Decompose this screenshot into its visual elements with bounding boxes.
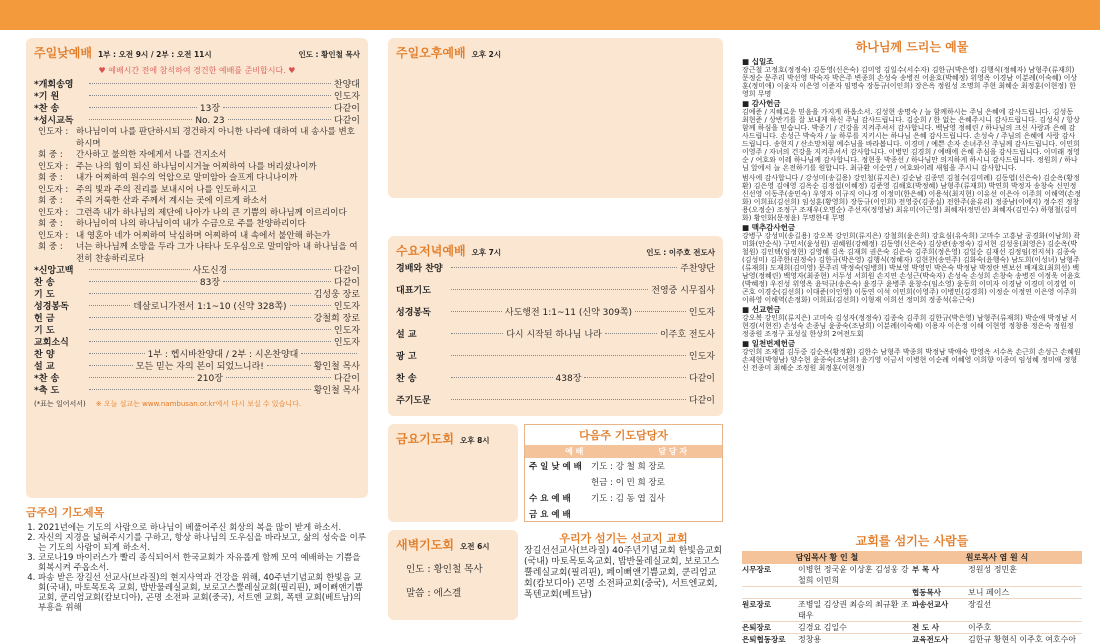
duty-service: 금 요 예 배 [529, 510, 571, 520]
duty-header-person: 담 당 자 [658, 447, 688, 456]
wednesday-leader: 인도 : 이주호 전도사 [646, 248, 715, 257]
offering-section [742, 224, 1082, 304]
reading-line [34, 231, 360, 243]
reading-speaker: 회 중 : [38, 173, 63, 183]
duty-person: 기도 : 김 동 엽 집사 [591, 494, 665, 504]
staff-role: 원로장로 [742, 600, 771, 609]
order-label: 주기도문 [396, 396, 431, 406]
order-row [396, 283, 715, 305]
order-person: 다같이 [688, 396, 715, 406]
staff-names2: 정원성 정민훈 [968, 565, 1017, 574]
friday-time: 오후 8시 [459, 436, 490, 445]
order-label: 찬 송 [34, 278, 55, 288]
order-row [396, 261, 715, 283]
dawn-leader: 인도 : 황인철 목사 [406, 564, 483, 575]
order-detail: 사도신경 [192, 266, 228, 276]
offering-section [742, 58, 1082, 98]
order-person: 인도자 [333, 92, 360, 102]
order-detail: 모든 믿는 자의 본이 되었느니라! [135, 362, 264, 372]
order-label: 광 고 [396, 352, 417, 362]
offering-section [742, 100, 1082, 172]
web-note: ※ 오늘 설교는 www.nambusan.or.kr에서 다시 보실 수 있습니다. [95, 400, 302, 408]
stand-note: (*표는 일어서서) [34, 400, 86, 408]
order-row [34, 277, 360, 289]
offering-heading: ■ 맥추감사헌금 [742, 223, 796, 232]
order-row [396, 371, 715, 393]
staff-row [742, 622, 1082, 634]
duty-row [525, 458, 722, 474]
order-detail: 사도행전 1:1~11 (신약 309쪽) [504, 308, 633, 318]
reading-text: 하나님이여 나의 하나님이여 내가 수금으로 주를 찬양하리이다 [76, 219, 306, 229]
sunday-service-box [26, 38, 368, 498]
duty-person: 헌금 : 이 민 희 장로 [591, 478, 665, 488]
order-detail: 210장 [197, 374, 223, 384]
afternoon-time: 오후 2시 [471, 50, 502, 59]
order-person: 인도자 [688, 352, 715, 362]
staff-role2: 협동목사 [912, 588, 941, 597]
serve-title: 교회를 섬기는 사람들 [855, 534, 969, 548]
order-label: 헌 금 [34, 314, 55, 324]
wednesday-service-box [388, 236, 723, 416]
reading-line [34, 127, 360, 150]
reading-line [34, 162, 360, 174]
offering-section [742, 306, 1082, 338]
mission-text: 장길선선교사(브라질) 40주년기념교회 한빛음교회(국내) 마토목토옥교회, 밥반물레실교회, 보로고스뿔레실교회(필리핀), 페이뻐앤기쁨교회, 쿤리엄교회(캄보디아) 곤명 소전파교회(중국), 서트엔교회, 폭텐교회(베트남) [524, 546, 723, 600]
wednesday-title: 수요저녁예배 [396, 244, 466, 258]
duty-row [525, 490, 722, 506]
reading-speaker: 인도자 : [38, 127, 69, 137]
prayer-item: 4. 파송 받은 장길선 선교사(브라질)의 현지사역과 건강을 위해, 40주년기념교회 한빛음 교회(국내), 마토목토옥 교회, 밥반물레실교회, 보로고스뿔레실교회(필리핀), 페이뻐앤기쁨교회, 쿤리엄교회(캄보디아), 곤명 소전파 교회(중국), 서트엔 교회, 폭텐 교회(베트남)의 부흥을 위해 [38, 573, 368, 613]
worship-notice: ♥ 예배시간 전에 참석하여 경건한 예배를 준비합시다. ♥ [98, 66, 296, 75]
prayer-duty-table [524, 424, 723, 522]
reading-speaker: 회 중 : [38, 219, 63, 229]
duty-service: 주 일 낮 예 배 [529, 462, 582, 472]
order-row [34, 79, 360, 91]
order-detail: 83장 [199, 278, 221, 288]
reading-line [34, 185, 360, 197]
order-label: 설 교 [34, 362, 55, 372]
order-row [34, 337, 360, 349]
staff-names: 이병헌 정국윤 이상훈 김성웅 강철희 이민희 [798, 565, 909, 585]
afternoon-title: 주일오후예배 [396, 46, 466, 60]
responsive-reading [34, 127, 360, 265]
order-detail: No. 23 [195, 116, 225, 126]
order-label: 대표기도 [396, 286, 431, 296]
mission-title: 우리가 섬기는 선교지 교회 [559, 532, 688, 545]
order-detail: 438장 [555, 374, 582, 384]
order-label: *기 원 [34, 92, 60, 102]
staff-names2: 이주호 [968, 623, 992, 632]
staff-names2: 장길선 [968, 600, 992, 609]
duty-service: 수 요 예 배 [529, 494, 571, 504]
reading-text: 간사하고 불의한 자에게서 나를 건지소서 [76, 150, 227, 160]
order-person: 김성웅 장로 [313, 290, 360, 300]
order-person: 인도자 [333, 302, 361, 312]
sunday-times: 1부 : 오전 9시 / 2부 : 오전 11시 [97, 50, 212, 59]
order-row [396, 393, 715, 415]
order-label: *찬 송 [34, 374, 60, 384]
order-row [396, 327, 715, 349]
offering-names: 김예준 / 지혜로운 믿음을 가지게 하옵소서. 김성현 송명숙 / 늘 함께하시는 주님 은혜에 감사드립니다. 김성동 최현준 / 상반기를 잘 보내게 하신 주님 감사드립니다. 김순희 / 한 없는 은혜주시니 감사드립니다. 김성식 / 항상 함께 하심을 믿습니다. 박종기 / 건강을 지켜주셔서 감사합니다. 백남영 정혜린 / 하나님의 크신 사랑과 은혜 감사드립니다. 손성근 박숙자 / 늘 하루를 지키시는 하나님 은혜 감사드립니다. 손성숙 / 주님의 은혜에 사랑 감사드립니다. 송현지 / 산소망처럼 예수님을 바라봅니다. 이경미 / 예쁜 손자 손녀주신 주님께 감사드립니다. 이민희 이영주 / 자녀의 건강을 지켜주셔서 감사합니다. 이병민 김경희 / 예배에 은혜 주심을 감사드립니다. 이미래 정영순 / 여호와 이레 하나님께 감사합니다. 정현웅 박종선 / 하나님만 의지하게 하시니 감사드립니다. 정원희 / 하나님 앞에서 늘 온전하기를 원합니다. 최규환 이순연 / 여호와이레 새힘을 주시니 감사합니다. [742, 108, 1080, 172]
reading-text: 내 영혼아 네가 어찌하여 낙심하며 어찌하여 내 속에서 불안해 하는가 [76, 230, 331, 241]
prayer-title: 금주의 기도제목 [26, 506, 105, 519]
order-row [34, 361, 360, 373]
order-row [34, 115, 360, 127]
staff-names2: 김한규 황현식 이주호 여호수아 [968, 635, 1077, 644]
emeritus-pastor: 원로목사 염 원 식 [965, 553, 1029, 562]
staff-names2: 보니 페이스 [968, 588, 1010, 597]
order-person: 이주호 전도사 [659, 330, 715, 340]
offering-names: 범사에 감사합니다 / 강성미(송길용) 강인철(류지은) 김순남 김종민 김철수(김미례) 김동엽(신은숙) 김순옥(황정환) 김은영 김애영 김옥순 김정섭(이혜정) 김준영 김해호(박정혜) 남형주(류재희) 박연희 박정자 송창숙 신민정 신선영 이동주(송민숙) 우영자 이규직 이나경 이정미(한은혜) 이용석(최지현) 이유선 이은아 이주희 이해역(손정화) 이희표(김선희) 임성훈(황영희) 장동규(이인희) 전영중(김종실) 전한주(윤유리) 정종남(이예지) 정수진 정창용(오정순) 조정구 조재우(오명순) 주선자(정영남) 최유미(이근영) 최혜자(정민선) 최혜자(김민수) 하형철(김미화) 황인화(문정윤) 무명한대 무명 [742, 174, 1081, 222]
staff-role2: 파송선교사 [912, 600, 949, 609]
senior-pastor: 담임목사 황 인 철 [795, 553, 859, 562]
order-label: 성경봉독 [34, 302, 69, 312]
dawn-title: 새벽기도회 [396, 538, 454, 552]
order-row [34, 301, 360, 313]
order-detail: 1부 : 헵시바찬양대 / 2부 : 시온찬양대 [147, 350, 299, 360]
order-label: *찬 송 [34, 104, 60, 114]
order-label: 경배와 찬양 [396, 264, 443, 274]
reading-line [34, 219, 360, 231]
order-person: 인도자 [333, 326, 360, 336]
staff-names: 정창용 [798, 635, 822, 644]
offering-names: 강병구 강성미(송길용) 강오복 강인희(류지은) 강철희(윤은희) 강효심(유숙희) 고마수 고흥남 공경화(이남희) 곽미화(안순식) 구민서(윤성원) 권혜원(강혜정) 김동영(신은숙) 김상관(송정숙) 김서현 김성웅(최영은) 김순옥(박철원) 김인택(임정현) 김영혜 김옥 김재희 권은숙 김은숙 김주희(정은영) 김일순 김재선 김정임(전지석) 김종숙(김성미) 김주한(권정숙) 김한규(박은영) 김행식(정혜자) 김현찬(송연주) 김화숙(윤행숙) 남도희(이성녀) 남형주(류재희) 도재희(김미영) 문주리 박정숙(임병희) 박보영 박영민 박은숙 박정남 박정란 변보선 배재호(최희선) 백남영(정혜린) 백영자(최종현) 서두성 서희원 손지연 손성근(박숙자) 손성숙 손성희 손창숙 송병진 이정욱 어윤호(박혜정) 우진성 위영옥 윤덕규(송은숙) 윤경구 윤병주 윤창수(임소영) 윤동희 이미자 이경남 이경미 이경엽 이곤호 이경순(김선희) 이대준(이인영) 이동연 이석 이민희(이영주) 이병민(김경희) 이정순 이정연 이은영 이주희 이하영 이해역(손정화) 이희표(김선희) 이형재 이희선 정미희 정종석(유근숙) [742, 232, 1081, 304]
reading-text: 주는 나의 힘이 되신 하나님이시거늘 어찌하여 나를 버리셨나이까 [76, 161, 317, 172]
dawn-prayer-box [388, 530, 518, 620]
friday-prayer-box [388, 424, 518, 522]
reading-text: 그런즉 내가 하나님의 제단에 나아가 나의 큰 기쁨의 하나님께 이르리이다 [76, 207, 347, 218]
order-label: *신앙고백 [34, 266, 74, 276]
order-row [34, 103, 360, 115]
order-label: *개회송영 [34, 80, 74, 90]
prayer-topics [26, 504, 368, 613]
order-detail: 다시 시작된 하나님 나라 [506, 330, 602, 340]
order-person: 황인철 목사 [313, 386, 360, 396]
order-person: 인도자 [333, 338, 360, 348]
reading-line [34, 242, 360, 265]
duty-row [525, 474, 722, 490]
staff-row [742, 634, 1082, 644]
order-row [34, 385, 360, 397]
reading-text: 내가 어찌하여 원수의 억압으로 말미암아 슬프게 다니나이까 [76, 173, 298, 183]
dawn-word: 말씀 : 에스겔 [406, 588, 462, 599]
order-row [34, 373, 360, 385]
order-person: 다같이 [333, 374, 360, 384]
church-staff-table [742, 551, 1082, 644]
reading-speaker: 인도자 : [38, 161, 69, 172]
order-row [396, 305, 715, 327]
offering-names: 강인희 조재열 김두중 김순옥(황정환) 김한수 남형주 박종희 박정남 박애숙 방영옥 서수옥 손근희 손성근 손혜원 손제현(박형남) 양수현 윤종숙(조남희) 윤기영 이금서 이병현 이순례 이혜영 이희향 이종미 임성혜 정미애 정형신 전종미 최혜순 조정원 최정훈(이현정) [742, 348, 1081, 372]
duty-service [529, 476, 591, 488]
duty-person: 기도 : 강 철 희 장로 [591, 462, 665, 472]
order-person: 인도자 [688, 308, 715, 318]
prayer-item: 1. 2021년에는 기도의 사람으로 하나님이 베풀어주신 회상의 복을 많이 받게 하소서. [38, 523, 368, 533]
offering-heading: ■ 선교헌금 [742, 305, 781, 314]
staff-row [742, 587, 1082, 599]
afternoon-service-box [388, 38, 723, 198]
reading-text: 주의 거룩한 산과 주께서 계시는 곳에 이르게 하소서 [76, 196, 268, 206]
order-person: 찬양대 [333, 80, 360, 90]
offering-heading: ■ 십일조 [742, 58, 774, 66]
duty-title: 다음주 기도담당자 [579, 429, 668, 442]
staff-role: 은퇴협동장로 [742, 635, 786, 644]
staff-names [798, 587, 912, 598]
dawn-time: 오전 6시 [459, 542, 490, 551]
order-person: 강철희 장로 [313, 314, 360, 324]
staff-role: 시무장로 [742, 565, 771, 574]
prayer-item: 3. 코로나19 바이러스가 빨리 종식되어서 한국교회가 자유롭게 함께 모여 예배하는 기쁨을 회복시켜 주옵소서. [38, 553, 368, 573]
sunday-leader: 인도 : 황인철 목사 [298, 50, 360, 59]
sunday-service-column [26, 38, 368, 613]
offering-section [742, 340, 1082, 372]
order-person: 다같이 [688, 374, 715, 384]
reading-text: 주의 빛과 주의 진리를 보내시어 나를 인도하시고 [76, 184, 257, 195]
wednesday-time: 오후 7시 [471, 248, 502, 257]
reading-speaker: 인도자 : [38, 230, 69, 241]
friday-title: 금요기도회 [396, 432, 454, 446]
offerings-title: 하나님께 드리는 예물 [855, 40, 969, 54]
staff-role2: 교육전도사 [912, 635, 949, 644]
order-person: 다같이 [333, 278, 360, 288]
staff-names: 조병일 김상권 최승의 최규환 조태우 [798, 600, 909, 620]
order-row [34, 91, 360, 103]
offering-heading: ■ 일천번제헌금 [742, 339, 796, 348]
order-row [34, 289, 360, 301]
reading-speaker: 회 중 : [38, 242, 63, 252]
reading-line [34, 173, 360, 185]
order-label: 기 도 [34, 326, 55, 336]
order-label: 찬 양 [34, 350, 55, 360]
order-row [34, 265, 360, 277]
duty-header-service: 예 배 [565, 447, 584, 456]
order-label: 찬 송 [396, 374, 417, 384]
order-row [34, 349, 360, 361]
duty-row [525, 506, 722, 522]
prayer-item: 2. 자신의 지경을 넓혀주시기를 구하고, 항상 하나님의 도우심을 바라보고, 삶의 성숙을 이루는 기도의 사람이 되게 하소서. [38, 533, 368, 553]
top-banner [0, 0, 1100, 30]
order-label: 성경봉독 [396, 308, 431, 318]
staff-names: 김경요 김일수 [798, 623, 847, 632]
other-services-column [388, 38, 723, 620]
order-person: 주찬양단 [680, 264, 715, 274]
order-label: *성시교독 [34, 116, 74, 126]
order-label: 설 교 [396, 330, 417, 340]
reading-speaker: 인도자 : [38, 207, 69, 218]
staff-role2: 부 목 사 [912, 565, 939, 574]
order-person: 황인철 목사 [313, 362, 361, 372]
offering-heading: ■ 감사헌금 [742, 99, 781, 108]
staff-row [742, 564, 1082, 587]
sunday-title: 주일낮예배 [34, 46, 92, 60]
offering-names: 강오복 강인희(류지은) 고미숙 김성자(정정숙) 김종숙 김주희 김한규(박은영) 남형주(류재희) 박순애 박정남 서현경(서현진) 손성숙 손종님 윤종숙(조남희) 이분례(이숙혜) 이용자 이은정 이해 이현영 정창용 정은숙 정원정 정종원 조정구 표성실 한상희 2여전도회 [742, 314, 1077, 338]
reading-line [34, 150, 360, 162]
staff-row [742, 599, 1082, 622]
reading-line [34, 196, 360, 208]
reading-speaker: 인도자 : [38, 184, 69, 195]
staff-role [742, 587, 798, 598]
order-row [396, 349, 715, 371]
staff-role: 은퇴장로 [742, 623, 771, 632]
order-person: 다같이 [333, 266, 360, 276]
order-label: 기 도 [34, 290, 55, 300]
staff-role2: 전 도 사 [912, 623, 939, 632]
reading-text: 하나님이여 나를 판단하시되 경건하지 아니한 나라에 대하여 내 송사를 변호하시며 [76, 127, 355, 149]
offerings-column [742, 38, 1082, 644]
offering-section [742, 174, 1082, 222]
order-label: *축 도 [34, 386, 60, 396]
reading-speaker: 회 중 : [38, 196, 63, 206]
offering-names: 장근철 고정호(정정숙) 김동영(신은숙) 김미영 김일수(서수자) 김한규(박은영) 김행식(정혜자) 남형주(류재희) 문정순 문주리 박선영 박숙자 박은주 변종희 손성숙 송병진 어윤호(박혜정) 위영옥 이경남 이분례(이숙혜) 이상훈(정미애) 이윤자 이은영 이준자 임명숙 장동규(이인희) 장은옥 정원성 조명희 주현 최혜순 최정훈(이현정) 한영희 무명 [742, 66, 1078, 98]
reading-line [34, 208, 360, 220]
order-person: 다같이 [333, 104, 360, 114]
mission-churches [524, 530, 723, 620]
order-detail: 13장 [199, 104, 221, 114]
order-person: 다같이 [333, 116, 361, 126]
order-row [34, 325, 360, 337]
reading-text: 너는 하나님께 소망을 두라 그가 나타나 도우심으로 말미암아 내 하나님을 여전히 찬송하리로다 [76, 242, 358, 264]
order-label: 교회소식 [34, 338, 69, 348]
reading-speaker: 회 중 : [38, 150, 63, 160]
order-detail: 데살로니가전서 1:1~10 (신약 328쪽) [133, 302, 287, 312]
order-person: 전영중 시무집사 [651, 286, 715, 296]
order-row [34, 313, 360, 325]
